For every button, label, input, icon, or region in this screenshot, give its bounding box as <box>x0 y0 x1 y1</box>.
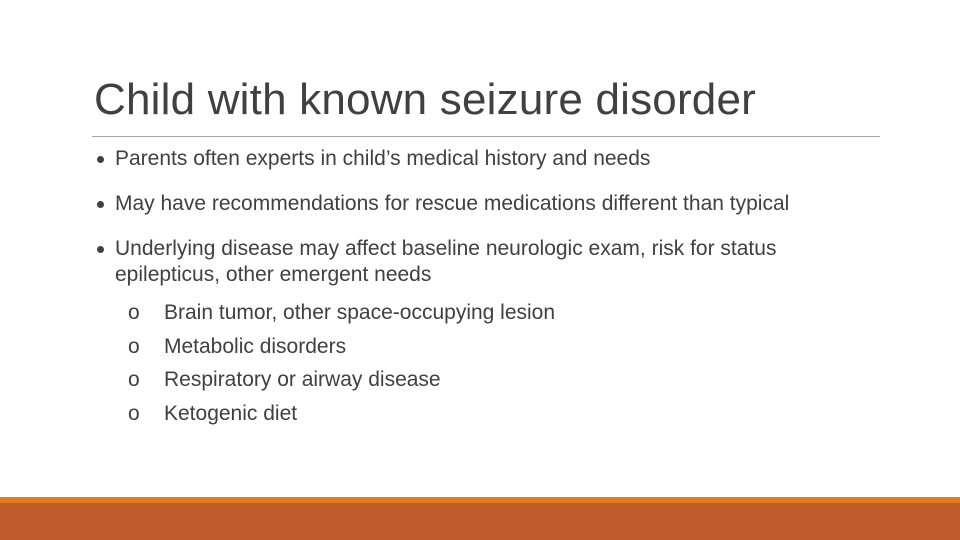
sub-bullet-marker-icon: o <box>128 401 140 425</box>
title-underline <box>92 136 880 137</box>
sub-bullet-marker-icon: o <box>128 334 140 358</box>
sub-bullet-item <box>128 397 876 431</box>
bullet-dot-icon <box>97 201 104 208</box>
sub-bullet-list <box>128 296 876 430</box>
bullet-text: May have recommendations for rescue medications different than typical <box>115 192 790 215</box>
bullet-item <box>96 146 876 172</box>
sub-bullet-item <box>128 296 876 330</box>
slide-title: Child with known seizure disorder <box>94 75 757 124</box>
sub-bullet-text: Brain tumor, other space-occupying lesion <box>164 301 556 324</box>
sub-bullet-marker-icon: o <box>128 368 140 391</box>
sub-bullet-item <box>128 330 876 364</box>
bullet-text: Parents often experts in child’s medical history and needs <box>115 147 651 170</box>
bullet-dot-icon <box>97 246 104 253</box>
sub-bullet-item <box>128 363 876 397</box>
bullet-item <box>96 236 876 430</box>
sub-bullet-text: Metabolic disorders <box>164 334 347 358</box>
slide-content <box>96 146 876 449</box>
bullet-item <box>96 191 876 217</box>
footer-accent-band <box>0 503 960 540</box>
sub-bullet-text: Ketogenic diet <box>164 401 298 425</box>
sub-bullet-marker-icon: o <box>128 301 140 324</box>
bullet-dot-icon <box>97 156 104 163</box>
bullet-text: Underlying disease may affect baseline neurologic exam, risk for status epilepticus, other emergent needs <box>115 237 777 286</box>
sub-bullet-text: Respiratory or airway disease <box>164 368 441 391</box>
